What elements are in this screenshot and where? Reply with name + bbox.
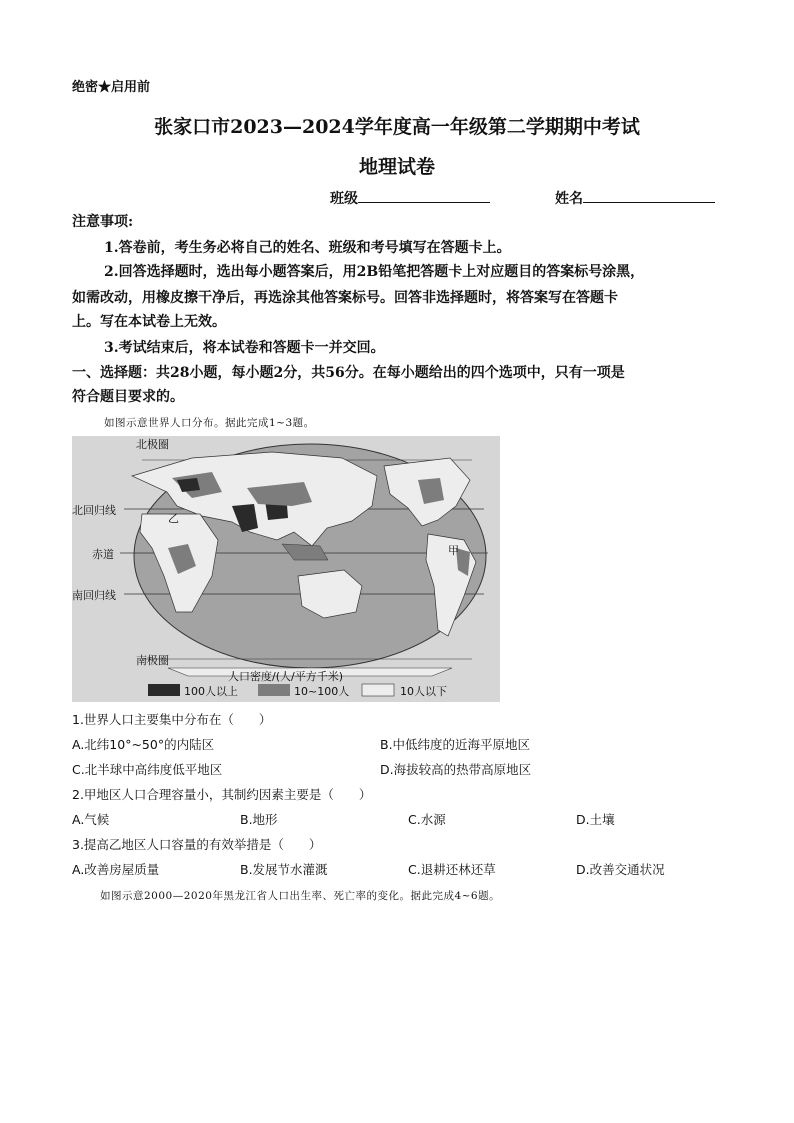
legend-title: 人口密度/(人/平方千米) bbox=[228, 670, 343, 683]
legend-mid-swatch bbox=[258, 684, 290, 696]
label-tropic-n: 北回归线 bbox=[72, 504, 116, 517]
class-field bbox=[330, 188, 490, 208]
label-antarctic: 南极圈 bbox=[136, 654, 169, 667]
q3-option-d: D.改善交通状况 bbox=[576, 862, 665, 877]
notes-heading: 注意事项: bbox=[72, 214, 134, 230]
q1-option-d: D.海拔较高的热带高原地区 bbox=[380, 762, 532, 777]
q2-option-b: B.地形 bbox=[240, 812, 278, 827]
legend-high-label: 100人以上 bbox=[184, 685, 238, 698]
q2-option-d: D.土壤 bbox=[576, 812, 615, 827]
label-tropic-s: 南回归线 bbox=[72, 589, 116, 602]
legend-high-swatch bbox=[148, 684, 180, 696]
note-item-2-line2: 如需改动，用橡皮擦干净后，再选涂其他答案标号。回答非选择题时，将答案写在答题卡 bbox=[72, 290, 618, 306]
section1-line1: 一、选择题：共28小题，每小题2分，共56分。在每小题给出的四个选项中，只有一项是 bbox=[72, 365, 625, 381]
mark-yi: 乙 bbox=[168, 512, 179, 525]
note-item-2-line1: 2.回答选择题时，选出每小题答案后，用2B铅笔把答题卡上对应题目的答案标号涂黑， bbox=[104, 264, 645, 280]
class-label: 班级 bbox=[330, 191, 358, 207]
exam-title: 张家口市2023—2024学年度高一年级第二学期期中考试 bbox=[154, 116, 640, 138]
legend-low-label: 10人以下 bbox=[400, 685, 447, 698]
legend-low-swatch bbox=[362, 684, 394, 696]
world-population-map bbox=[72, 436, 500, 702]
q1-option-a: A.北纬10°~50°的内陆区 bbox=[72, 737, 215, 752]
class-blank bbox=[358, 188, 490, 203]
mark-jia: 甲 bbox=[448, 544, 459, 557]
q1-option-b: B.中低纬度的近海平原地区 bbox=[380, 737, 531, 752]
subject-title: 地理试卷 bbox=[358, 156, 435, 178]
confidential-mark: 绝密★启用前 bbox=[72, 80, 151, 95]
note-item-1: 1.答卷前，考生务必将自己的姓名、班级和考号填写在答题卡上。 bbox=[104, 240, 511, 256]
q1-stem: 1.世界人口主要集中分布在（ ） bbox=[72, 712, 272, 727]
q1-option-c: C.北半球中高纬度低平地区 bbox=[72, 762, 223, 777]
q3-option-b: B.发展节水灌溉 bbox=[240, 862, 328, 877]
name-field bbox=[555, 188, 715, 208]
q3-option-c: C.退耕还林还草 bbox=[408, 862, 496, 877]
note-item-2-line3: 上。写在本试卷上无效。 bbox=[72, 314, 226, 330]
note-item-3: 3.考试结束后，将本试卷和答题卡一并交回。 bbox=[104, 340, 385, 356]
name-label: 姓名 bbox=[555, 191, 583, 207]
legend-mid-label: 10~100人 bbox=[294, 685, 350, 698]
q3-stem: 3.提高乙地区人口容量的有效举措是（ ） bbox=[72, 837, 322, 852]
intro-q1-3: 如图示意世界人口分布。据此完成1~3题。 bbox=[104, 417, 315, 429]
label-arctic: 北极圈 bbox=[136, 438, 169, 451]
name-blank bbox=[583, 188, 715, 203]
q2-option-c: C.水源 bbox=[408, 812, 446, 827]
intro-q4-6: 如图示意2000—2020年黑龙江省人口出生率、死亡率的变化。据此完成4~6题。 bbox=[100, 890, 501, 902]
q2-stem: 2.甲地区人口合理容量小，其制约因素主要是（ ） bbox=[72, 787, 372, 802]
q3-option-a: A.改善房屋质量 bbox=[72, 862, 160, 877]
q2-option-a: A.气候 bbox=[72, 812, 110, 827]
section1-line2: 符合题目要求的。 bbox=[72, 389, 184, 405]
label-equator: 赤道 bbox=[92, 548, 114, 561]
